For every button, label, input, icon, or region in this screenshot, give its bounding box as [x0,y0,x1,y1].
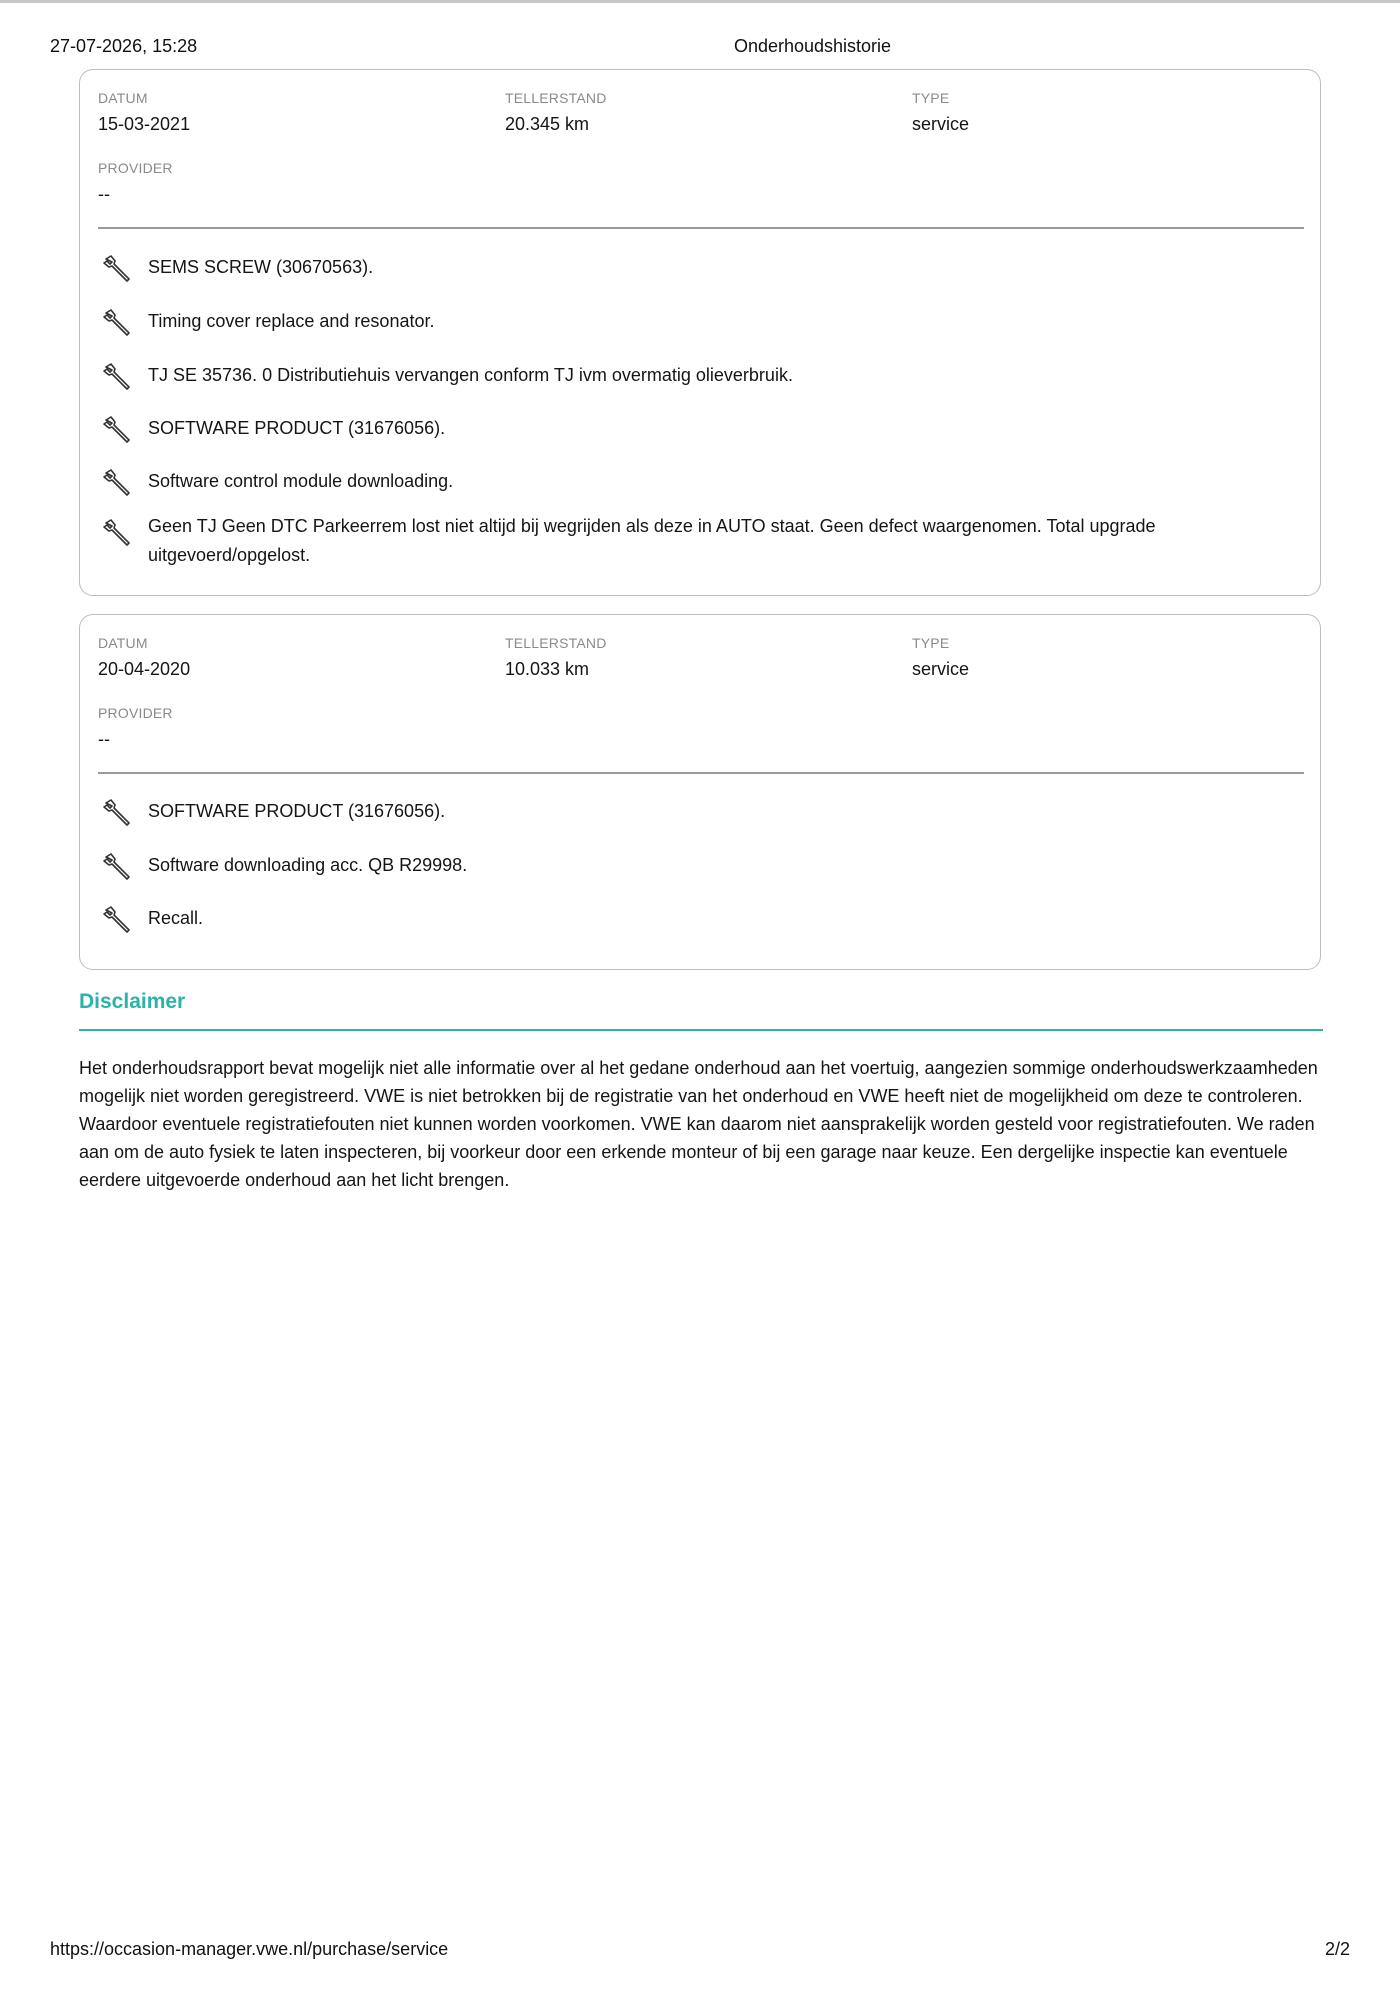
service-record-card [79,69,1321,596]
tellerstand-value: 10.033 km [505,659,590,679]
service-item-text: SEMS SCREW (30670563). [148,257,374,277]
page-url: https://occasion-manager.vwe.nl/purchase/service [50,1939,449,1959]
wrench-icon [102,517,134,549]
type-field [912,634,969,680]
top-border-line [0,0,1400,3]
wrench-icon [102,851,134,883]
provider-field [98,704,173,750]
datum-field [98,634,190,680]
service-item-text: Software downloading acc. QB R29998. [148,855,468,875]
type-label: TYPE [912,90,950,106]
service-item-text: SOFTWARE PRODUCT (31676056). [148,418,446,438]
tellerstand-label: TELLERSTAND [505,90,607,106]
disclaimer-divider [79,1029,1323,1031]
datum-label: DATUM [98,90,148,106]
provider-value: -- [98,729,110,749]
wrench-icon [102,467,134,499]
tellerstand-field [505,89,607,135]
wrench-icon [102,307,134,339]
print-header [50,36,1350,60]
service-record-card [79,614,1321,970]
print-footer [50,1939,1350,1963]
print-datetime: 27-07-2026, 15:28 [50,36,198,56]
page-number: 2/2 [1324,1939,1350,1959]
service-item-text: Timing cover replace and resonator. [148,311,435,331]
type-field [912,89,969,135]
service-item-text: Software control module downloading. [148,471,454,491]
tellerstand-field [505,634,607,680]
datum-value: 20-04-2020 [98,659,191,679]
card-divider [98,227,1304,229]
provider-value: -- [98,184,110,204]
wrench-icon [102,797,134,829]
type-value: service [912,114,970,134]
card-divider [98,772,1304,774]
service-item-text: Recall. [148,908,204,928]
print-title-wrap [50,36,1400,57]
service-item-text: TJ SE 35736. 0 Distributiehuis vervangen conform TJ ivm overmatig olieverbruik. [148,365,793,385]
datum-label: DATUM [98,635,148,651]
datum-field [98,89,190,135]
wrench-icon [102,361,134,393]
service-item-text: Geen TJ Geen DTC Parkeerrem lost niet altijd bij wegrijden als deze in AUTO staat. Geen defect waargenomen. Total upgrade uitgevoerd/opgelost. [148,516,1156,565]
provider-field [98,159,173,205]
wrench-icon [102,414,134,446]
service-item-text: SOFTWARE PRODUCT (31676056). [148,801,446,821]
tellerstand-label: TELLERSTAND [505,635,607,651]
wrench-icon [102,904,134,936]
provider-label: PROVIDER [98,705,173,721]
wrench-icon [102,253,134,285]
type-label: TYPE [912,635,950,651]
type-value: service [912,659,970,679]
disclaimer-heading: Disclaimer [79,990,186,1013]
disclaimer-text: Het onderhoudsrapport bevat mogelijk niet alle informatie over al het gedane onderhoud aan het voertuig, aangezien sommige onderhoudswerkzaamheden mogelijk niet worden geregistreerd. VWE is niet betrokken bij de registratie van het onderhoud en VWE heeft niet de mogelijkheid om deze te controleren. Waardoor eventuele registratiefouten niet kunnen worden voorkomen. VWE kan daarom niet aansprakelijk worden gesteld voor registratiefouten. We raden aan om de auto fysiek te laten inspecteren, bij voorkeur door een erkende monteur of bij een garage naar keuze. Een dergelijke inspectie kan eventuele eerdere uitgevoerde onderhoud aan het licht brengen. [79,1058,1318,1190]
datum-value: 15-03-2021 [98,114,191,134]
provider-label: PROVIDER [98,160,173,176]
print-title: Onderhoudshistorie [733,36,892,56]
tellerstand-value: 20.345 km [505,114,590,134]
